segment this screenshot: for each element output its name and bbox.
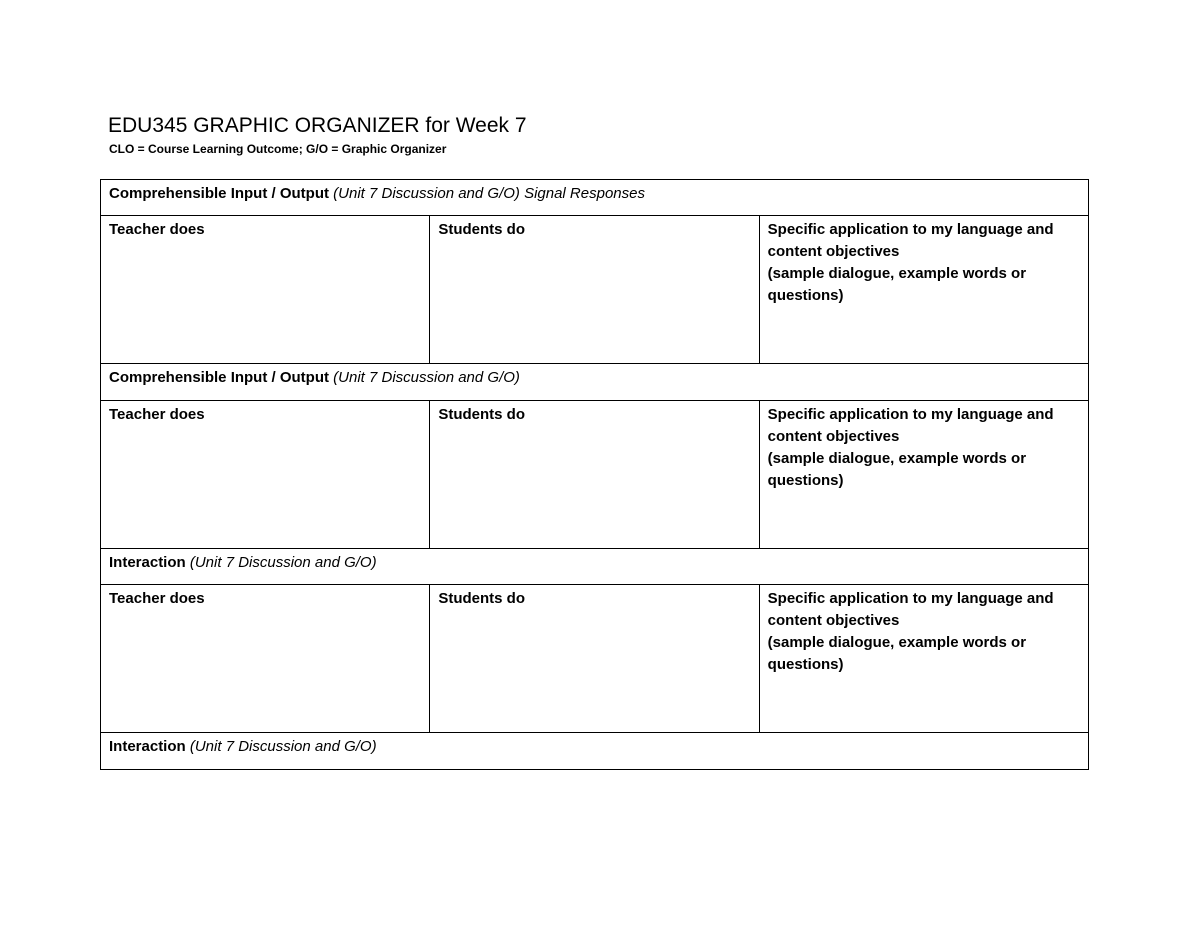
students-do-cell[interactable] [430, 216, 759, 364]
teacher-does-cell[interactable] [101, 401, 430, 549]
graphic-organizer-table [100, 179, 1089, 770]
section-header-row [101, 733, 1089, 770]
section-header-cell[interactable] [101, 180, 1089, 216]
specific-application-cell[interactable] [759, 585, 1088, 733]
teacher-does-label: Teacher does [109, 221, 205, 238]
specific-application-cell[interactable] [759, 216, 1088, 364]
teacher-does-label: Teacher does [109, 406, 205, 423]
students-do-label: Students do [438, 590, 525, 607]
section-header-title: Interaction [109, 738, 186, 755]
section-body-row [101, 585, 1089, 733]
teacher-does-cell[interactable] [101, 585, 430, 733]
specific-application-hint: (sample dialogue, example words or questions) [767, 450, 1027, 489]
page-subtitle: CLO = Course Learning Outcome; G/O = Graphic Organizer [109, 142, 447, 156]
section-header-title: Interaction [109, 554, 186, 571]
specific-application-label: Specific application to my language and content objectives [767, 590, 1054, 629]
page-title: EDU345 GRAPHIC ORGANIZER for Week 7 [108, 114, 527, 137]
teacher-does-cell[interactable] [101, 216, 430, 364]
specific-application-hint: (sample dialogue, example words or questions) [767, 265, 1027, 304]
students-do-label: Students do [438, 221, 525, 238]
section-body-row [101, 401, 1089, 549]
section-body-row [101, 216, 1089, 364]
section-header-title: Comprehensible Input / Output [109, 185, 329, 202]
students-do-cell[interactable] [430, 585, 759, 733]
section-header-note: (Unit 7 Discussion and G/O) [333, 369, 520, 386]
specific-application-cell[interactable] [759, 401, 1088, 549]
section-header-cell[interactable] [101, 549, 1089, 585]
section-header-note: (Unit 7 Discussion and G/O) [189, 738, 377, 755]
section-header-cell[interactable] [101, 733, 1089, 770]
specific-application-label: Specific application to my language and content objectives [767, 406, 1054, 445]
section-header-note: (Unit 7 Discussion and G/O) [189, 554, 377, 571]
section-header-row [101, 180, 1089, 216]
section-header-note: (Unit 7 Discussion and G/O) Signal Responses [333, 185, 645, 202]
teacher-does-label: Teacher does [109, 590, 205, 607]
section-header-title: Comprehensible Input / Output [109, 369, 329, 386]
students-do-cell[interactable] [430, 401, 759, 549]
specific-application-label: Specific application to my language and content objectives [767, 221, 1054, 260]
section-header-row [101, 364, 1089, 401]
section-header-cell[interactable] [101, 364, 1089, 401]
section-header-row [101, 549, 1089, 585]
specific-application-hint: (sample dialogue, example words or questions) [767, 634, 1027, 673]
students-do-label: Students do [438, 406, 525, 423]
